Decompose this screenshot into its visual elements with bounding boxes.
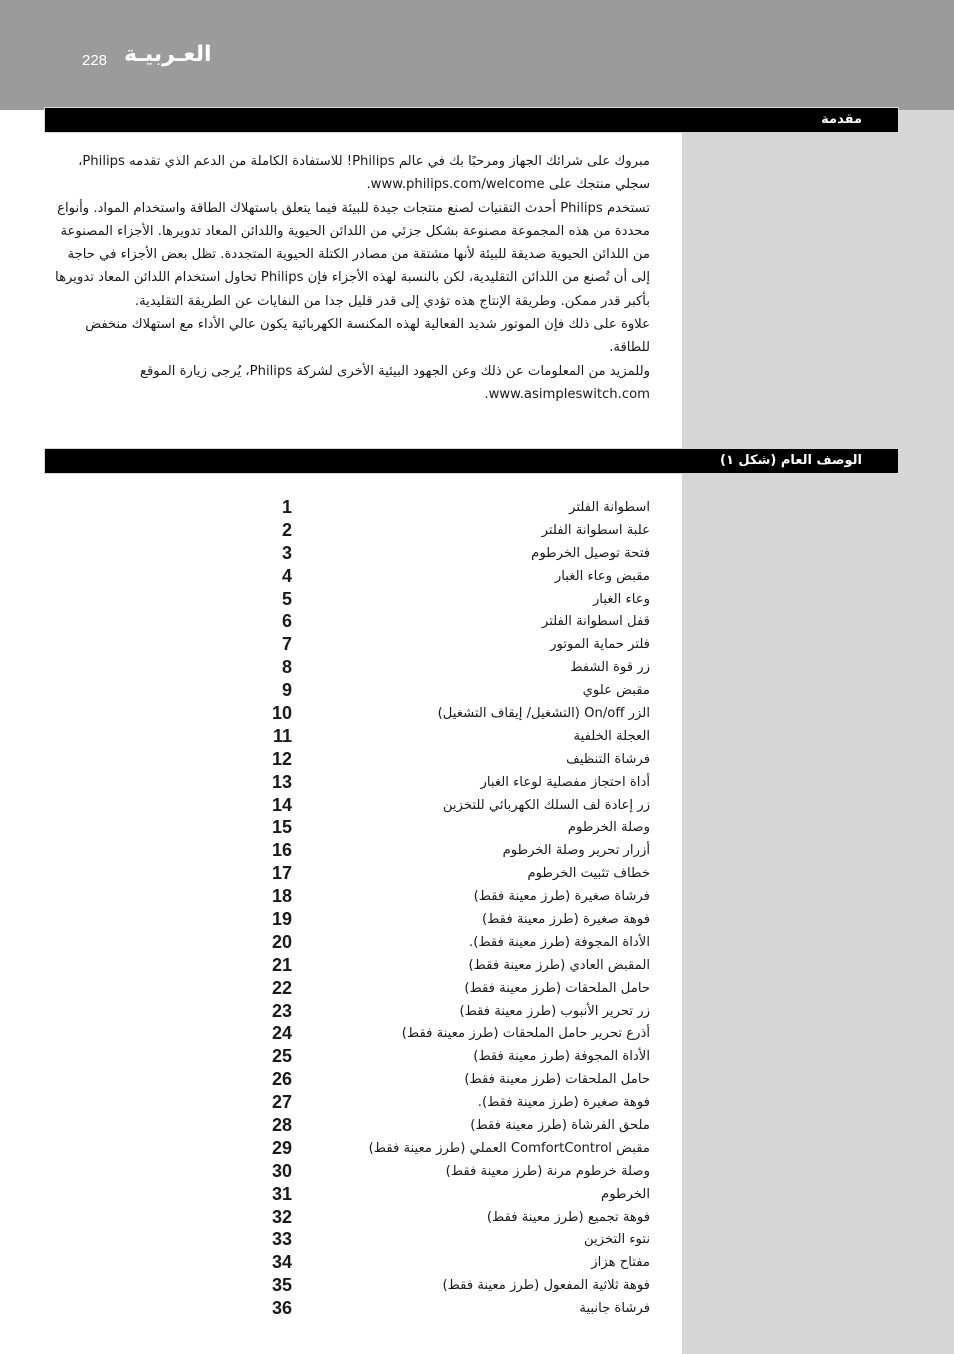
part-label: فوهة صغيرة (طرز معينة فقط). xyxy=(477,1095,650,1111)
part-number: 14 xyxy=(271,794,292,815)
parts-list-item xyxy=(260,1137,650,1160)
parts-list-item xyxy=(260,1251,650,1274)
part-number: 31 xyxy=(271,1183,292,1204)
part-number: 34 xyxy=(271,1252,292,1273)
parts-list xyxy=(260,496,650,1320)
part-number: 4 xyxy=(281,565,292,586)
part-label: أذرع تحرير حامل الملحقات (طرز معينة فقط) xyxy=(401,1026,650,1042)
page-number: 228 xyxy=(82,52,108,69)
part-label: حامل الملحقات (طرز معينة فقط) xyxy=(464,980,650,996)
part-label: وصلة خرطوم مرنة (طرز معينة فقط) xyxy=(445,1163,650,1179)
parts-list-item xyxy=(260,1274,650,1297)
side-margin-column xyxy=(682,110,954,1354)
intro-paragraph: تستخدم Philips أحدث التقنيات لصنع منتجات جيدة للبيئة فيما يتعلق باستهلاك الطاقة واستخدام المواد. وأنواع محددة من هذه المجموعة مصنوعة بشكل جزئي من اللدائن الحيوية واللدائن المعاد تدويرها. الأجزاء المصنوعة من اللدائن الحيوية صديقة للبيئة لأنها مشتقة من مصادر الكتلة الحيوية المتجددة. تظل بعض الأجزاء في حاجة إلى أن تُصنع من اللدائن التقليدية، لكن بالنسبة لهذه الأجزاء فإن Philips تحاول استخدام اللدائن المعاد تدويرها بأكبر قدر ممكن. وطريقة الإنتاج هذه تؤدي إلى قدر قليل جدا من النفايات عن الطريقة التقليدية. xyxy=(55,200,650,309)
parts-list-item xyxy=(260,862,650,885)
parts-list-item xyxy=(260,565,650,588)
part-number: 21 xyxy=(271,954,292,975)
parts-list-item xyxy=(260,794,650,817)
parts-list-item xyxy=(260,748,650,771)
parts-list-item xyxy=(260,977,650,1000)
parts-list-item xyxy=(260,1229,650,1252)
part-label: الخرطوم xyxy=(601,1186,650,1202)
section-bar-intro xyxy=(44,107,899,133)
parts-list-item xyxy=(260,1183,650,1206)
part-number: 15 xyxy=(271,817,292,838)
parts-list-item xyxy=(260,1045,650,1068)
part-number: 12 xyxy=(271,748,292,769)
part-label: الأداة المجوفة (طرز معينة فقط). xyxy=(469,934,650,950)
part-number: 18 xyxy=(271,886,292,907)
parts-list-item xyxy=(260,633,650,656)
parts-list-item xyxy=(260,1114,650,1137)
part-number: 11 xyxy=(272,725,292,746)
parts-list-item xyxy=(260,908,650,931)
part-number: 7 xyxy=(281,634,292,655)
parts-list-item xyxy=(260,816,650,839)
part-number: 35 xyxy=(271,1275,292,1296)
parts-list-item xyxy=(260,931,650,954)
parts-list-item xyxy=(260,679,650,702)
parts-list-item xyxy=(260,725,650,748)
language-title: العـربيـة xyxy=(124,42,212,67)
part-number: 13 xyxy=(271,771,292,792)
part-label: حامل الملحقات (طرز معينة فقط) xyxy=(464,1072,650,1088)
part-number: 10 xyxy=(271,702,292,723)
part-number: 32 xyxy=(271,1206,292,1227)
part-number: 28 xyxy=(271,1114,292,1135)
parts-list-item xyxy=(260,1160,650,1183)
part-number: 30 xyxy=(271,1160,292,1181)
part-label: الأداة المجوفة (طرز معينة فقط) xyxy=(473,1049,650,1065)
part-label: فوهة ثلاثية المفعول (طرز معينة فقط) xyxy=(442,1278,650,1294)
part-label: الزر On/off (التشغيل/ إيقاف التشغيل) xyxy=(437,705,650,721)
parts-list-item xyxy=(260,1206,650,1229)
intro-text xyxy=(48,150,650,406)
part-label: خطاف تثبيت الخرطوم xyxy=(527,866,650,882)
part-number: 6 xyxy=(281,611,292,632)
part-number: 33 xyxy=(271,1229,292,1250)
part-number: 22 xyxy=(271,977,292,998)
part-number: 19 xyxy=(271,908,292,929)
part-label: فلتر حماية الموتور xyxy=(550,637,650,653)
part-label: فرشاة صغيرة (طرز معينة فقط) xyxy=(473,889,650,905)
parts-list-item xyxy=(260,1068,650,1091)
parts-list-item xyxy=(260,588,650,611)
intro-paragraph: مبروك على شرائك الجهاز ومرحبًا بك في عالم Philips! للاستفادة الكاملة من الدعم الذي تقدمه Philips، سجلي منتجك على www.philips.com/welcome. xyxy=(78,154,650,193)
parts-list-item xyxy=(260,496,650,519)
parts-list-item xyxy=(260,1000,650,1023)
part-label: مقبض وعاء الغبار xyxy=(554,568,650,584)
section-bar-overview xyxy=(44,448,899,474)
part-label: المقبض العادي (طرز معينة فقط) xyxy=(468,957,650,973)
part-label: زر تحرير الأنبوب (طرز معينة فقط) xyxy=(459,1003,650,1019)
part-number: 9 xyxy=(281,680,292,701)
part-label: علبة اسطوانة الفلتر xyxy=(541,522,650,538)
part-label: زر إعادة لف السلك الكهربائي للتخزين xyxy=(442,797,650,813)
parts-list-item xyxy=(260,954,650,977)
part-number: 8 xyxy=(281,657,292,678)
part-number: 3 xyxy=(281,542,292,563)
part-number: 25 xyxy=(271,1046,292,1067)
part-label: وعاء الغبار xyxy=(592,591,650,607)
parts-list-item xyxy=(260,839,650,862)
part-label: مقبض علوي xyxy=(582,683,650,699)
part-label: نتوء التخزين xyxy=(583,1232,650,1248)
part-number: 16 xyxy=(271,840,292,861)
section-title-intro: مقدمة xyxy=(821,112,862,127)
parts-list-item xyxy=(260,702,650,725)
parts-list-item xyxy=(260,656,650,679)
intro-paragraph: وللمزيد من المعلومات عن ذلك وعن الجهود البيئية الأخرى لشركة Philips، يُرجى زيارة الموقع www.asimpleswitch.com. xyxy=(139,363,650,402)
part-label: أداة احتجاز مفصلية لوعاء الغبار xyxy=(480,774,650,790)
part-label: ملحق الفرشاة (طرز معينة فقط) xyxy=(470,1117,650,1133)
part-label: فوهة صغيرة (طرز معينة فقط) xyxy=(481,911,650,927)
part-number: 2 xyxy=(281,519,292,540)
part-label: أزرار تحرير وصلة الخرطوم xyxy=(502,843,650,859)
part-label: فتحة توصيل الخرطوم xyxy=(531,545,650,561)
part-number: 29 xyxy=(271,1137,292,1158)
part-number: 1 xyxy=(281,496,292,517)
parts-list-item xyxy=(260,542,650,565)
part-label: مفتاح هزاز xyxy=(591,1255,650,1271)
parts-list-item xyxy=(260,771,650,794)
part-number: 17 xyxy=(271,863,292,884)
part-label: العجلة الخلفية xyxy=(573,728,650,744)
parts-list-item xyxy=(260,610,650,633)
part-label: مقبض ComfortControl العملي (طرز معينة فقط) xyxy=(368,1140,650,1156)
part-number: 26 xyxy=(271,1069,292,1090)
part-label: اسطوانة الفلتر xyxy=(569,499,650,515)
part-label: فوهة تجميع (طرز معينة فقط) xyxy=(486,1209,650,1225)
part-label: فرشاة التنظيف xyxy=(566,751,650,767)
part-label: قفل اسطوانة الفلتر xyxy=(541,614,650,630)
part-number: 24 xyxy=(271,1023,292,1044)
parts-list-item xyxy=(260,1091,650,1114)
intro-paragraph: علاوة على ذلك فإن الموتور شديد الفعالية لهذه المكنسة الكهربائية يكون عالي الأداء مع استهلاك منخفض للطاقة. xyxy=(85,317,650,356)
part-label: وصلة الخرطوم xyxy=(567,820,650,836)
section-title-overview: الوصف العام (شكل ١) xyxy=(720,453,862,468)
part-number: 27 xyxy=(271,1092,292,1113)
parts-list-item xyxy=(260,519,650,542)
parts-list-item xyxy=(260,1022,650,1045)
header-band xyxy=(0,0,954,110)
part-label: فرشاة جانبية xyxy=(579,1301,650,1317)
part-number: 36 xyxy=(271,1298,292,1319)
part-label: زر قوة الشفط xyxy=(570,660,650,676)
part-number: 20 xyxy=(271,931,292,952)
part-number: 23 xyxy=(271,1000,292,1021)
parts-list-item xyxy=(260,885,650,908)
part-number: 5 xyxy=(281,588,292,609)
parts-list-item xyxy=(260,1297,650,1320)
